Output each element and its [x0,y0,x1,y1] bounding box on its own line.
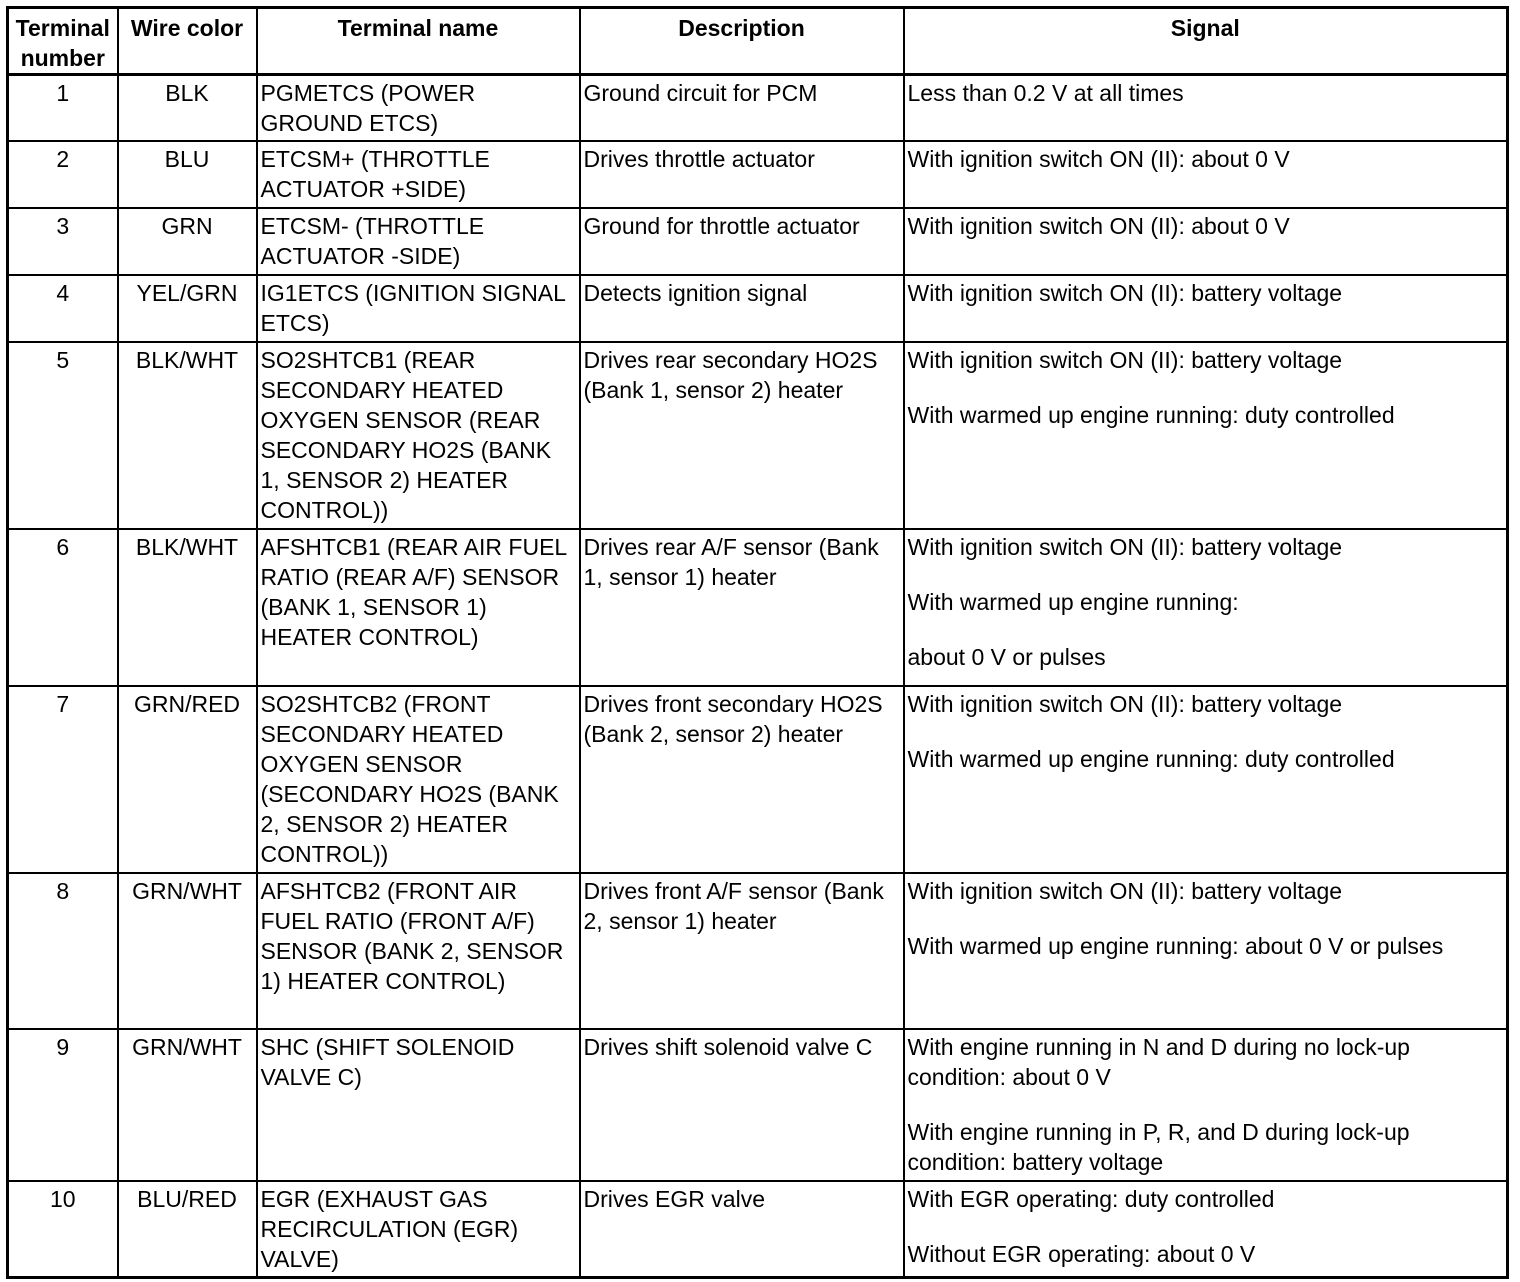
signal-line: With ignition switch ON (II): about 0 V [907,145,1290,172]
signal-line: With EGR operating: duty controlled [907,1185,1275,1212]
terminal-number-cell: 5 [8,342,118,529]
table-header-row [8,8,1508,75]
header-terminal-number-line-1: Terminal [15,15,110,41]
wire-color-cell: GRN/WHT [118,873,257,1029]
signal-line: With warmed up engine running: about 0 V or pulses [907,932,1444,959]
terminal-number-cell: 7 [8,686,118,873]
header-terminal-number-line-2: number [20,45,105,71]
signal-line: With warmed up engine running: duty controlled [907,745,1395,772]
wire-color-cell: BLU/RED [118,1181,257,1278]
wire-color-cell: BLK/WHT [118,342,257,529]
table-row [8,141,1508,208]
terminal-name-cell: SO2SHTCB1 (REAR SECONDARY HEATED OXYGEN SENSOR (REAR SECONDARY HO2S (BANK 1, SENSOR 2) HEATER CONTROL)) [257,342,580,529]
signal-cell [904,75,1508,141]
signal-line: about 0 V or pulses [907,643,1106,670]
terminal-name-cell: PGMETCS (POWER GROUND ETCS) [257,75,580,141]
description-cell: Drives throttle actuator [580,141,904,208]
terminal-number-cell: 8 [8,873,118,1029]
table-row [8,529,1508,686]
terminal-number-cell: 4 [8,275,118,342]
header-terminal-name: Terminal name [257,8,580,75]
terminal-name-cell: IG1ETCS (IGNITION SIGNAL ETCS) [257,275,580,342]
table-row [8,1181,1508,1278]
description-cell: Drives rear A/F sensor (Bank 1, sensor 1) heater [580,529,904,686]
terminal-name-cell: AFSHTCB2 (FRONT AIR FUEL RATIO (FRONT A/F) SENSOR (BANK 2, SENSOR 1) HEATER CONTROL) [257,873,580,1029]
signal-cell [904,1029,1508,1181]
signal-cell [904,208,1508,275]
description-cell: Ground for throttle actuator [580,208,904,275]
signal-cell [904,873,1508,1029]
signal-line: With ignition switch ON (II): battery voltage [907,533,1343,560]
header-description: Description [580,8,904,75]
wire-color-cell: BLK [118,75,257,141]
wire-color-cell: YEL/GRN [118,275,257,342]
terminal-number-cell: 1 [8,75,118,141]
signal-line: With warmed up engine running: duty controlled [907,401,1395,428]
table-row [8,1029,1508,1181]
signal-line: Without EGR operating: about 0 V [907,1240,1256,1267]
terminal-number-cell: 9 [8,1029,118,1181]
signal-cell [904,1181,1508,1278]
wire-color-cell: BLK/WHT [118,529,257,686]
signal-cell [904,275,1508,342]
signal-cell [904,342,1508,529]
signal-line: With ignition switch ON (II): battery voltage [907,346,1343,373]
signal-cell [904,141,1508,208]
table-row [8,873,1508,1029]
description-cell: Drives shift solenoid valve C [580,1029,904,1181]
signal-line: With ignition switch ON (II): battery voltage [907,877,1343,904]
header-terminal-number [8,8,118,75]
table-body [8,75,1508,1278]
terminal-number-cell: 6 [8,529,118,686]
description-cell: Drives EGR valve [580,1181,904,1278]
header-signal: Signal [904,8,1508,75]
signal-line: With ignition switch ON (II): battery voltage [907,279,1343,306]
table-row [8,686,1508,873]
signal-line: With ignition switch ON (II): battery voltage [907,690,1343,717]
signal-line: Less than 0.2 V at all times [907,80,1184,106]
table-row [8,275,1508,342]
signal-line: With warmed up engine running: [907,588,1239,615]
table-row [8,208,1508,275]
description-cell: Drives front secondary HO2S (Bank 2, sensor 2) heater [580,686,904,873]
description-cell: Ground circuit for PCM [580,75,904,141]
terminal-name-cell: ETCSM+ (THROTTLE ACTUATOR +SIDE) [257,141,580,208]
wire-color-cell: GRN [118,208,257,275]
wire-color-cell: GRN/RED [118,686,257,873]
terminal-table [6,6,1509,1279]
table-row [8,75,1508,141]
terminal-number-cell: 10 [8,1181,118,1278]
header-wire-color: Wire color [118,8,257,75]
signal-line: With ignition switch ON (II): about 0 V [907,212,1290,239]
table-row [8,342,1508,529]
terminal-number-cell: 2 [8,141,118,208]
description-cell: Drives front A/F sensor (Bank 2, sensor 1) heater [580,873,904,1029]
signal-cell [904,529,1508,686]
terminal-name-cell: EGR (EXHAUST GAS RECIRCULATION (EGR) VALVE) [257,1181,580,1278]
signal-line: With engine running in P, R, and D during lock-up condition: battery voltage [907,1118,1410,1175]
description-cell: Detects ignition signal [580,275,904,342]
terminal-name-cell: SO2SHTCB2 (FRONT SECONDARY HEATED OXYGEN SENSOR (SECONDARY HO2S (BANK 2, SENSOR 2) HEATER CONTROL)) [257,686,580,873]
signal-line: With engine running in N and D during no lock-up condition: about 0 V [907,1033,1410,1090]
signal-cell [904,686,1508,873]
terminal-name-cell: SHC (SHIFT SOLENOID VALVE C) [257,1029,580,1181]
description-cell: Drives rear secondary HO2S (Bank 1, sensor 2) heater [580,342,904,529]
terminal-name-cell: ETCSM- (THROTTLE ACTUATOR -SIDE) [257,208,580,275]
terminal-name-cell: AFSHTCB1 (REAR AIR FUEL RATIO (REAR A/F) SENSOR (BANK 1, SENSOR 1) HEATER CONTROL) [257,529,580,686]
wire-color-cell: BLU [118,141,257,208]
terminal-number-cell: 3 [8,208,118,275]
wire-color-cell: GRN/WHT [118,1029,257,1181]
